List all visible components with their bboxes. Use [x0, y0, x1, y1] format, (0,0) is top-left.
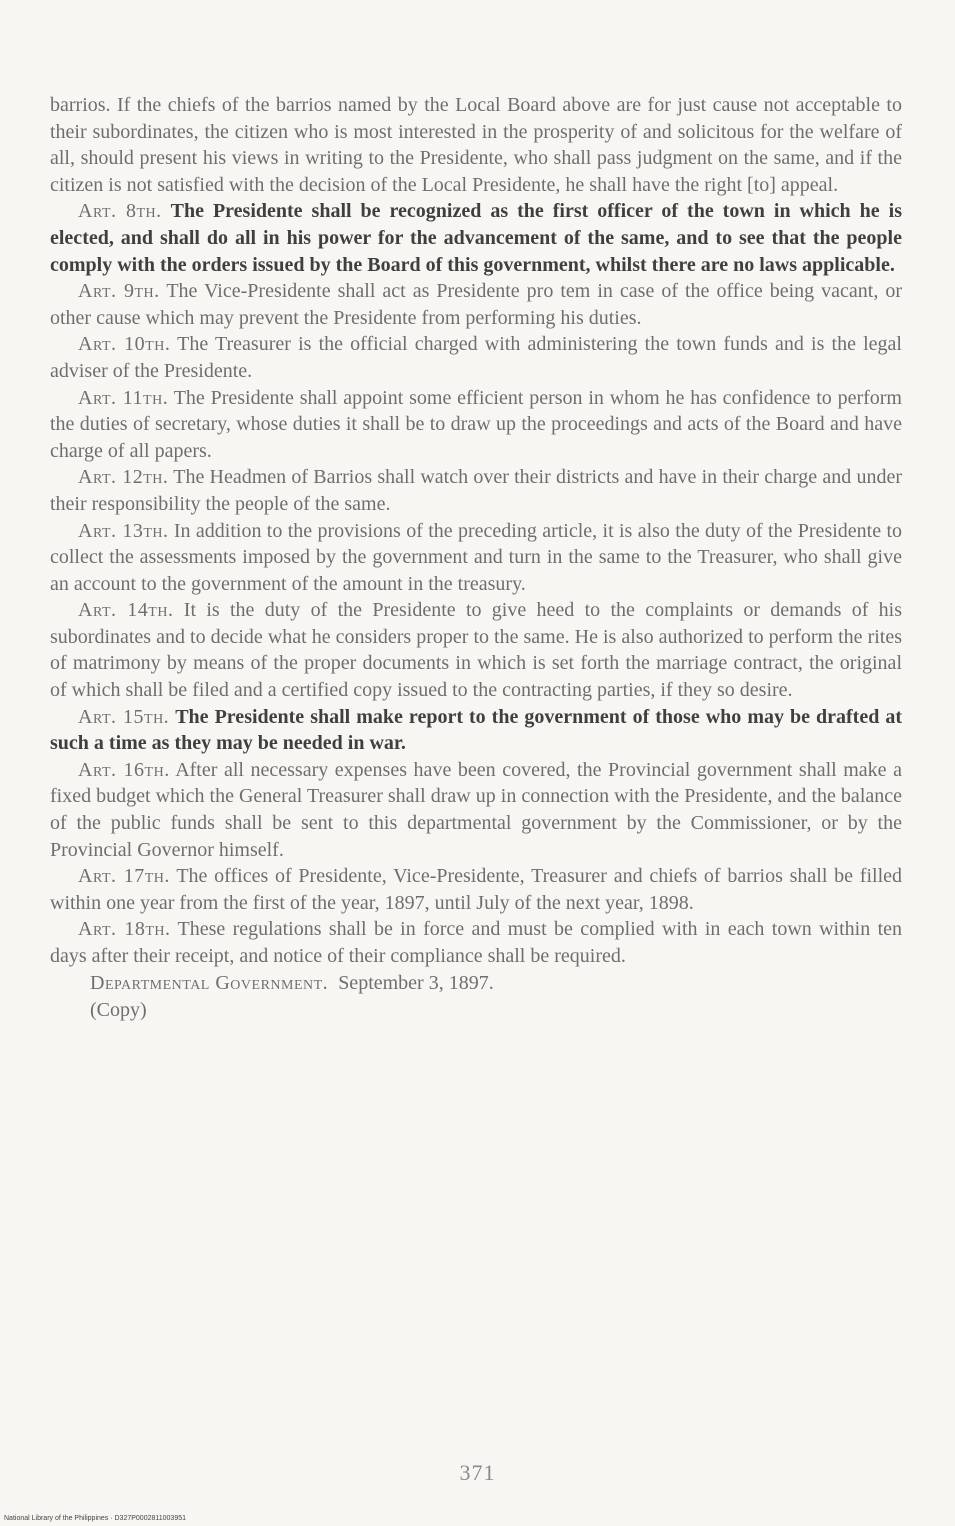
- paragraph-0: [50, 92, 902, 198]
- article-label: Art. 11th.: [78, 386, 169, 409]
- article-17: [50, 863, 902, 916]
- article-text: It is the duty of the Presidente to give heed to the complaints or demands of his subordinates and to decide what he considers proper to the same. He is also authorized to perform the rites of matrimony by means of the proper documents in which is set forth the marriage contract, the original of which shall be filed and a certified copy issued to the contracting parties, if they so desire.: [50, 599, 903, 702]
- article-18: [50, 916, 902, 969]
- article-text: These regulations shall be in force and must be complied with in each town within ten days after their receipt, and notice of their compliance shall be required.: [50, 918, 903, 967]
- article-text: In addition to the provisions of the preceding article, it is also the duty of the Presidente to collect the assessments imposed by the government and turn in the same to the Treasurer, who shall give an account to the government of the amount in the treasury.: [50, 519, 903, 595]
- signature-government: Departmental Government.: [90, 971, 329, 994]
- paragraph-text: barrios. If the chiefs of the barrios named by the Local Board above are for just cause not acceptable to their subordinates, the citizen who is most interested in the prosperity of and solicitous for the welfare of all, should present his views in writing to the Presidente, who shall pass judgment on the same, and if the citizen is not satisfied with the decision of the Local Presidente, he shall have the right [to] appeal.: [50, 94, 902, 196]
- article-text: After all necessary expenses have been covered, the Provincial government shall make a fixed budget which the General Treasurer shall draw up in connection with the Presidente, and the balance of the public funds shall be sent to this departmental government by the Commissioner, or by the Provincial Governor himself.: [50, 758, 902, 861]
- signature-line: [90, 970, 902, 997]
- footer-credit: National Library of the Philippines · D327P0002811003951: [4, 1515, 186, 1522]
- article-label: Art. 12th.: [78, 466, 169, 489]
- article-text: The Treasurer is the official charged with administering the town funds and is the legal adviser of the Presidente.: [50, 333, 902, 382]
- copy-text: (Copy): [90, 998, 147, 1021]
- article-10: [50, 331, 902, 384]
- article-14: [50, 597, 902, 703]
- article-label: Art. 9th.: [78, 280, 160, 303]
- article-text: The Headmen of Barrios shall watch over their districts and have in their charge and under their responsibility the people of the same.: [50, 466, 902, 515]
- article-label: Art. 10th.: [78, 333, 171, 356]
- document-body: [50, 92, 902, 1024]
- signature-date: September 3, 1897.: [338, 971, 494, 994]
- copy-note: [90, 997, 902, 1024]
- article-label: Art. 18th.: [78, 918, 171, 941]
- article-12: [50, 464, 902, 517]
- article-label: Art. 17th.: [78, 865, 170, 888]
- article-label: Art. 15th.: [78, 705, 170, 728]
- article-label: Art. 13th.: [78, 519, 169, 542]
- article-11: [50, 385, 902, 465]
- article-text: The Presidente shall make report to the government of those who may be drafted at such a time as they may be needed in war.: [50, 705, 903, 755]
- article-label: Art. 8th.: [78, 200, 162, 223]
- article-8: [50, 198, 902, 278]
- article-text: The Presidente shall be recognized as the first officer of the town in which he is elected, and shall do all in his power for the advancement of the same, and to see that the people comply with the orders issued by the Board of this government, whilst there are no laws applicable.: [50, 200, 902, 276]
- article-text: The offices of Presidente, Vice-Presidente, Treasurer and chiefs of barrios shall be filled within one year from the first of the year, 1897, until July of the next year, 1898.: [50, 865, 903, 914]
- page-number: 371: [459, 1460, 496, 1485]
- article-text: The Vice-Presidente shall act as Presidente pro tem in case of the office being vacant, or other cause which may prevent the Presidente from performing his duties.: [50, 280, 903, 329]
- article-text: The Presidente shall appoint some efficient person in whom he has confidence to perform the duties of secretary, whose duties it shall be to draw up the proceedings and acts of the Board and have charge of all papers.: [50, 386, 902, 462]
- article-15: [50, 704, 902, 757]
- article-label: Art. 14th.: [78, 599, 174, 622]
- article-16: [50, 757, 902, 863]
- article-label: Art. 16th.: [78, 758, 170, 781]
- article-9: [50, 278, 902, 331]
- article-13: [50, 518, 902, 598]
